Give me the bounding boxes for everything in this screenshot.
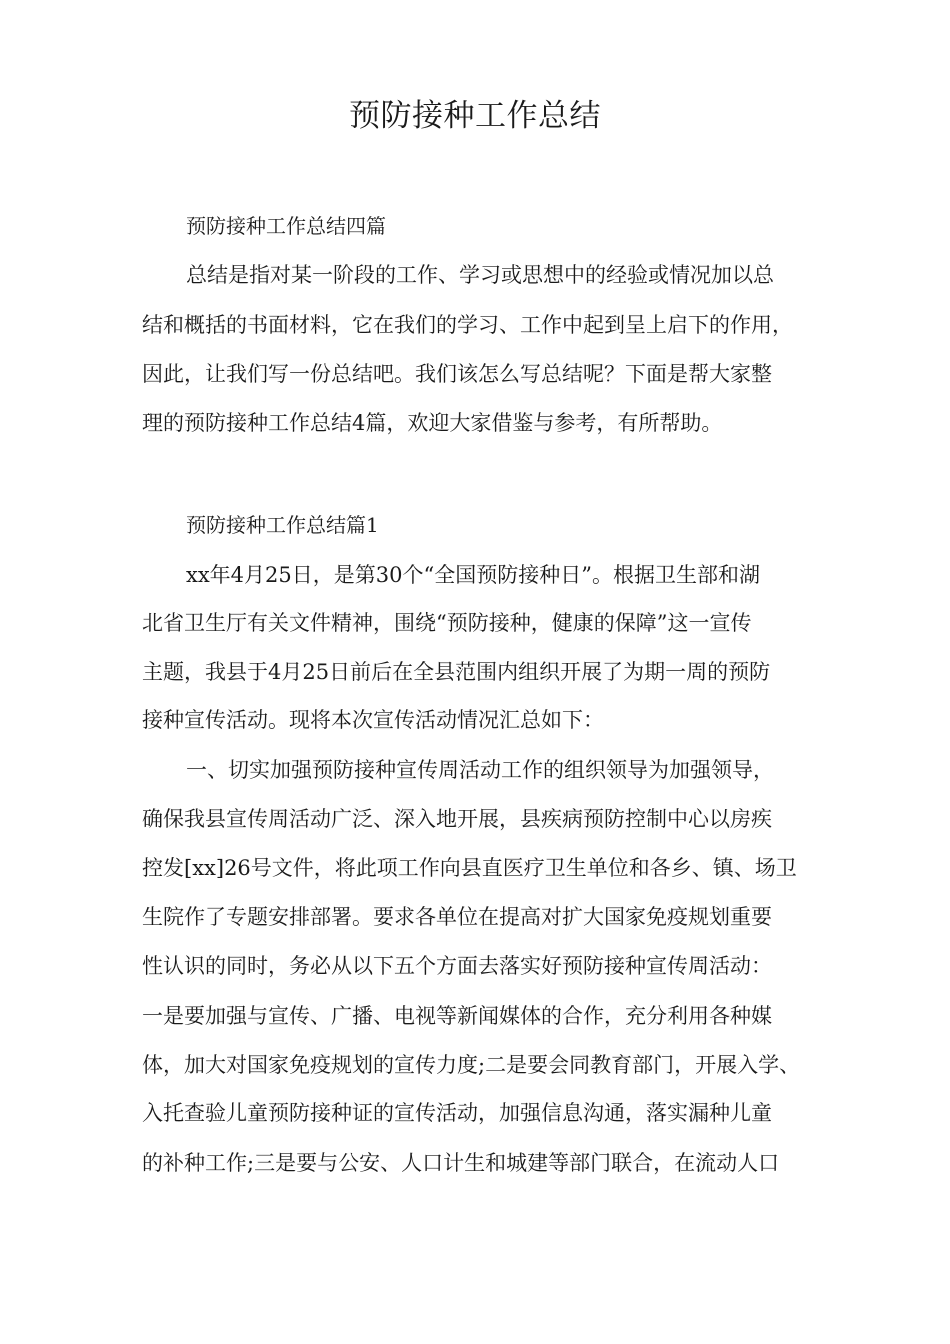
para1-line-2: 北省卫生厅有关文件精神，围绕“预防接种，健康的保障”这一宣传 — [142, 611, 752, 635]
para2-line-5: 性认识的同时，务必从以下五个方面去落实好预防接种宣传周活动： — [142, 954, 772, 978]
para2-line-3: 控发[xx]26号文件，将此项工作向县直医疗卫生单位和各乡、镇、场卫 — [142, 856, 797, 880]
para2-line-7: 体，加大对国家免疫规划的宣传力度;二是要会同教育部门，开展入学、 — [142, 1053, 801, 1077]
para2-line-8: 入托查验儿童预防接种证的宣传活动，加强信息沟通，落实漏种儿童 — [142, 1101, 772, 1125]
para1-line-1: xx年4月25日，是第30个“全国预防接种日”。根据卫生部和湖 — [186, 563, 760, 587]
para2-line-9: 的补种工作;三是要与公安、人口计生和城建等部门联合，在流动人口 — [142, 1151, 780, 1175]
intro-line-1: 总结是指对某一阶段的工作、学习或思想中的经验或情况加以总 — [186, 263, 774, 287]
para2-line-6: 一是要加强与宣传、广播、电视等新闻媒体的合作，充分利用各种媒 — [142, 1004, 772, 1028]
document-subtitle: 预防接种工作总结四篇 — [186, 214, 386, 238]
para1-line-4: 接种宣传活动。现将本次宣传活动情况汇总如下： — [142, 708, 604, 732]
intro-line-3: 因此，让我们写一份总结吧。我们该怎么写总结呢？下面是帮大家整 — [142, 362, 772, 386]
section1-heading: 预防接种工作总结篇1 — [186, 513, 379, 537]
intro-line-2: 结和概括的书面材料，它在我们的学习、工作中起到呈上启下的作用， — [142, 313, 793, 337]
para1-line-3: 主题，我县于4月25日前后在全县范围内组织开展了为期一周的预防 — [142, 660, 771, 684]
para2-line-2: 确保我县宣传周活动广泛、深入地开展，县疾病预防控制中心以房疾 — [142, 807, 772, 831]
document-title: 预防接种工作总结 — [349, 98, 601, 134]
para2-line-4: 生院作了专题安排部署。要求各单位在提高对扩大国家免疫规划重要 — [142, 905, 772, 929]
intro-line-4: 理的预防接种工作总结4篇，欢迎大家借鉴与参考，有所帮助。 — [142, 411, 723, 435]
para2-line-1: 一、切实加强预防接种宣传周活动工作的组织领导为加强领导， — [186, 758, 774, 782]
